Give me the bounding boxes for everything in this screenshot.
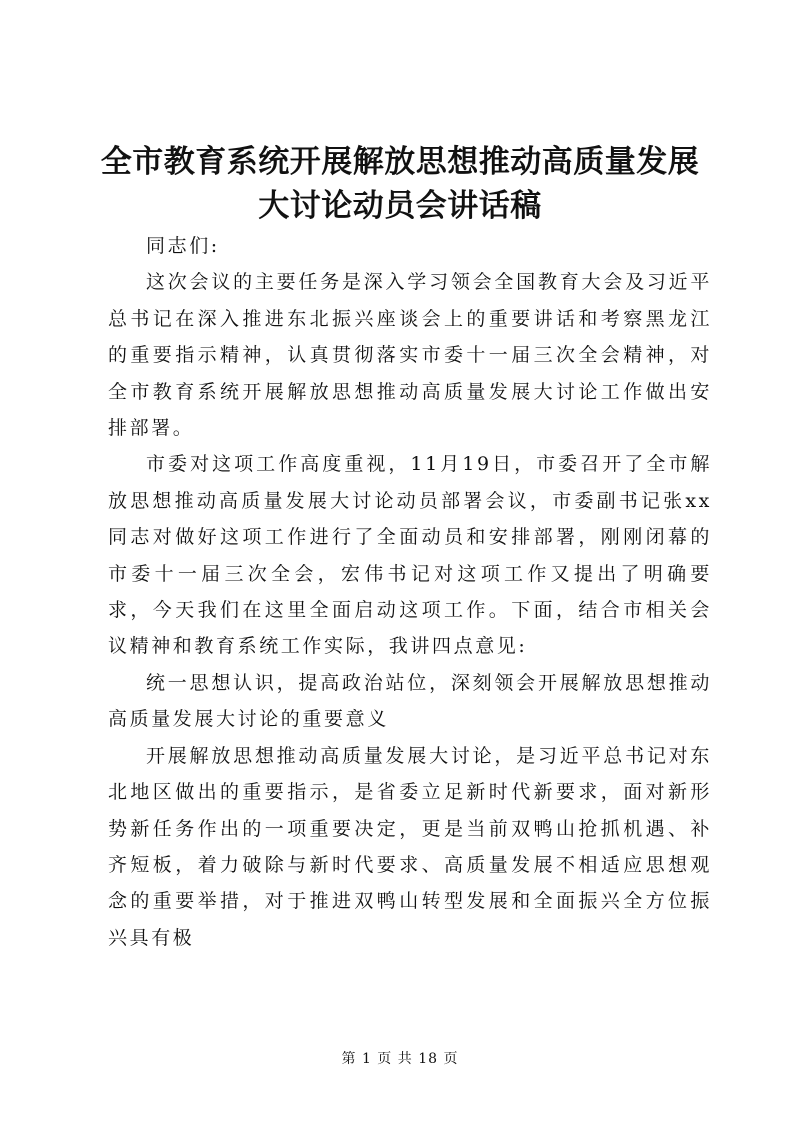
salutation-paragraph: 同志们:	[146, 235, 220, 257]
page-footer: 第 1 页 共 18 页	[341, 1051, 459, 1067]
document-title: 全市教育系统开展解放思想推动高质量发展大讨论动员会讲话稿	[100, 144, 700, 224]
section-heading-paragraph: 统一思想认识，提高政治站位，深刻领会开展解放思想推动高质量发展大讨论的重要意义	[108, 671, 712, 731]
body-paragraph: 开展解放思想推动高质量发展大讨论，是习近平总书记对东北地区做出的重要指示，是省委立足新时代新要求，面对新形势新任务作出的一项重要决定，更是当前双鸭山抢抓机遇、补齐短板，着力破除与新时代要求、高质量发展不相适应思想观念的重要举措，对于推进双鸭山转型发展和全面振兴全方位振兴具有极	[108, 744, 712, 949]
body-paragraph: 这次会议的主要任务是深入学习领会全国教育大会及习近平总书记在深入推进东北振兴座谈会上的重要讲话和考察黑龙江的重要指示精神，认真贯彻落实市委十一届三次全会精神，对全市教育系统开展解放思想推动高质量发展大讨论工作做出安排部署。	[108, 271, 712, 440]
body-paragraph: 市委对这项工作高度重视，11月19日，市委召开了全市解放思想推动高质量发展大讨论动员部署会议，市委副书记张xx同志对做好这项工作进行了全面动员和安排部署，刚刚闭幕的市委十一届三次全会，宏伟书记对这项工作又提出了明确要求，今天我们在这里全面启动这项工作。下面，结合市相关会议精神和教育系统工作实际，我讲四点意见:	[108, 453, 712, 658]
document-body	[108, 228, 712, 956]
